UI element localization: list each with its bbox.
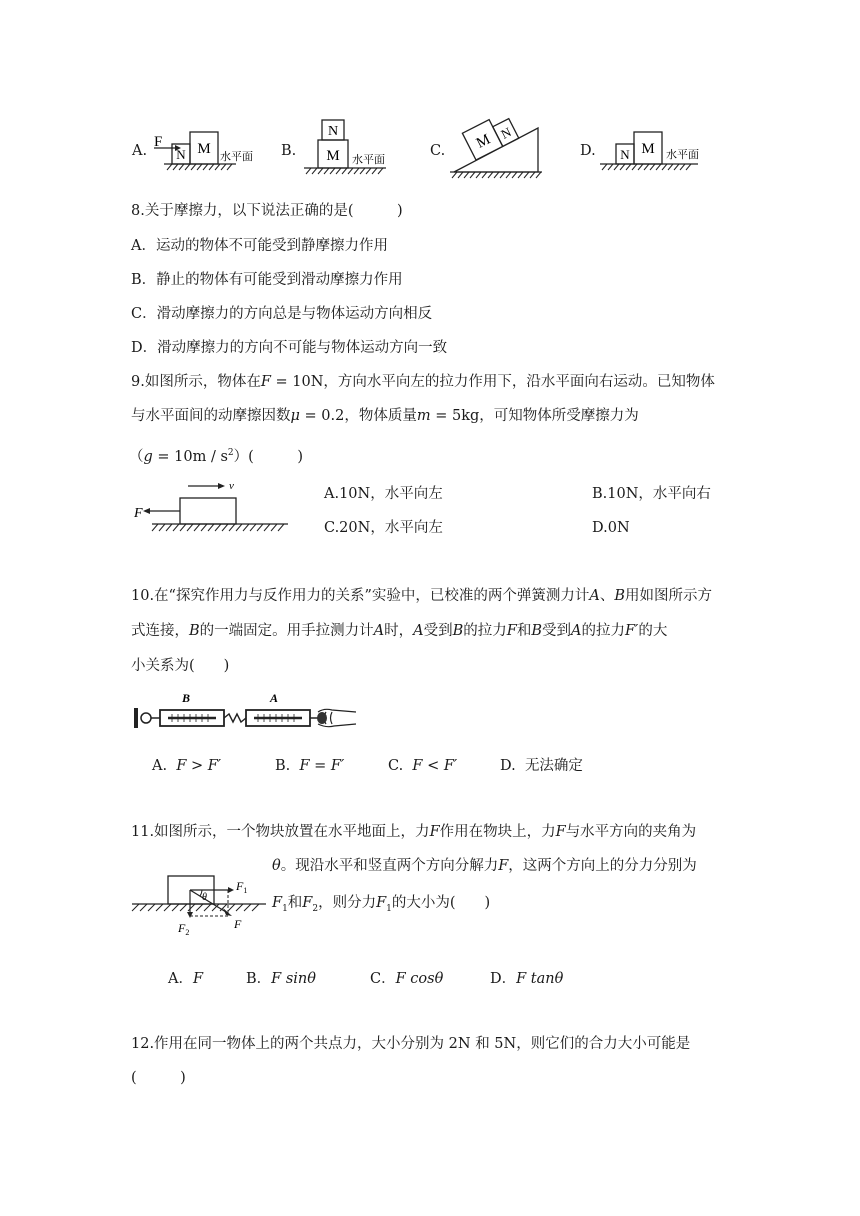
q8-option-a: A．运动的物体不可能受到静摩擦力作用	[131, 238, 388, 254]
q10-stem-line2: 式连接，B的一端固定。用手拉测力计A时，A受到B的拉力F和B受到A的拉力F′的大	[131, 623, 668, 639]
q7-option-c-letter: C.	[430, 143, 446, 159]
svg-text:N: N	[498, 124, 514, 142]
q10-option-a: A. F > F′	[152, 758, 222, 774]
svg-text:水平面: 水平面	[220, 151, 253, 163]
q9-option-d: D.0N	[592, 520, 630, 536]
q12-stem-line2: ( )	[131, 1070, 186, 1086]
q9-figure	[130, 474, 294, 538]
q11-option-b: B．F sinθ	[246, 971, 316, 987]
q9-stem-line3: $(g = 10m / s^2)$( )	[129, 448, 303, 465]
block	[180, 498, 236, 524]
q9-option-c: C.20N，水平向左	[324, 520, 443, 536]
q10-option-d: D. 无法确定	[500, 758, 583, 774]
q11-figure	[130, 868, 272, 942]
q7-figure-d	[598, 124, 710, 180]
scale-b-label: B	[182, 691, 191, 705]
q10-figure	[132, 688, 360, 736]
svg-text:M: M	[473, 131, 494, 152]
f1-label: $F_1$	[236, 879, 248, 895]
q7-option-a-letter: A.	[132, 143, 148, 159]
svg-text:N: N	[620, 147, 630, 162]
q7-figure-b	[298, 114, 394, 186]
svg-text:N: N	[327, 124, 339, 139]
svg-text:水平面: 水平面	[666, 149, 699, 161]
q11-option-d: D．F tanθ	[490, 971, 564, 987]
q7-option-d-letter: D.	[580, 143, 596, 159]
force-label: F	[154, 134, 163, 150]
q9-option-a: A.10N，水平向左	[324, 486, 443, 502]
force-label: F	[134, 506, 143, 521]
q11-option-a: A．F	[168, 971, 204, 987]
q8-stem: 8.关于摩擦力，以下说法正确的是( )	[131, 203, 403, 219]
svg-text:N: N	[176, 147, 186, 162]
q10-stem-line1: 10.在“探究作用力与反作用力的关系”实验中，已校准的两个弹簧测力计A、B用如图所示方	[131, 588, 713, 604]
q11-stem-line3: $F_1$和$F_2$，则分力$F_1$的大小为( )	[272, 895, 491, 914]
q8-option-d: D．滑动摩擦力的方向不可能与物体运动方向一致	[131, 340, 448, 356]
q12-stem-line1: 12.作用在同一物体上的两个共点力，大小分别为 2N 和 5N，则它们的合力大小可能是	[131, 1036, 691, 1052]
scale-a-label: A	[270, 691, 279, 705]
svg-text:M: M	[641, 141, 655, 157]
q11-stem-line1: 11.如图所示，一个物块放置在水平地面上，力F作用在物块上，力F与水平方向的夹角为	[131, 824, 697, 840]
q7-figure-c	[450, 108, 546, 184]
f-label: F	[234, 917, 242, 931]
q10-option-b: B. F = F′	[275, 758, 345, 774]
q7-figure-a	[148, 126, 253, 178]
q10-option-c: C. F < F′	[388, 758, 458, 774]
svg-text:M: M	[326, 148, 340, 164]
svg-text:M: M	[197, 141, 211, 157]
q11-stem-line2: θ。现沿水平和竖直两个方向分解力F，这两个方向上的分力分别为	[272, 858, 697, 874]
q11-option-c: C．F cosθ	[370, 971, 444, 987]
f2-label: $F_2$	[178, 921, 190, 937]
q8-option-b: B．静止的物体有可能受到滑动摩擦力作用	[131, 272, 403, 288]
hand-icon	[310, 709, 356, 726]
q9-stem-line2: 与水平面间的动摩擦因数μ = 0.2，物体质量m = 5kg，可知物体所受摩擦力为	[131, 408, 639, 424]
theta-label: θ	[202, 892, 207, 903]
q9-option-b: B.10N，水平向右	[592, 486, 711, 502]
q7-option-b-letter: B.	[281, 143, 297, 159]
q9-stem-line1: 9.如图所示，物体在F = 10N，方向水平向左的拉力作用下，沿水平面向右运动。已知物体	[131, 374, 715, 390]
velocity-label: v	[229, 480, 234, 492]
svg-text:水平面: 水平面	[352, 154, 385, 166]
q8-option-c: C．滑动摩擦力的方向总是与物体运动方向相反	[131, 306, 433, 322]
q10-stem-line3: 小关系为( )	[131, 658, 230, 674]
